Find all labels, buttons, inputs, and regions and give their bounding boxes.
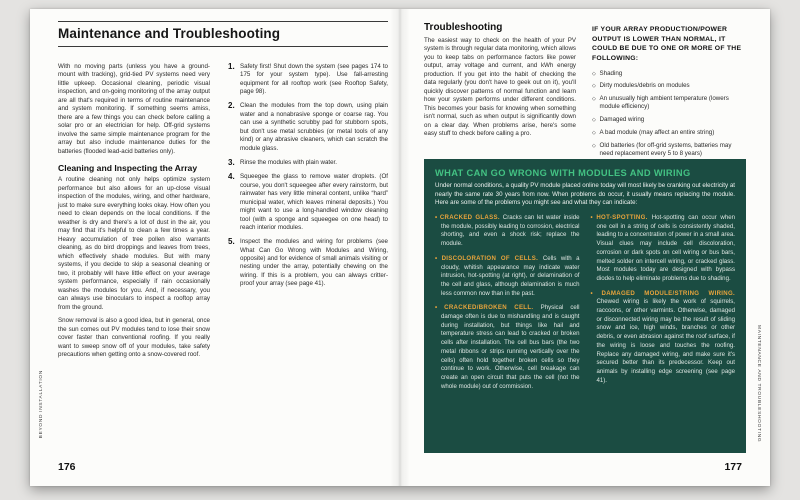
problem-text: Physical cell damage often is due to mishandling and is caught during installation, but things like hail and temperature stress can lead to cracked or broken cells after installation. The cell bus bars (the two metal ribbons or strips running vertically over the cells) often hold together broken cells so they continue to work. Otherwise, cell breakage can create an open circuit that puts the cell (not the whole module) out of commission. (441, 304, 580, 390)
problem-text: Cracks can let water inside the module, possibly leading to corrosion, electrical shorting, and even a shock risk; replace the module. (441, 214, 580, 248)
dot-bullet-icon: • (590, 289, 602, 297)
steps-column (228, 63, 388, 294)
problem-text: Chewed wiring is likely the work of squirrels, raccoons, or other varmints. Otherwise, damaged or disconnected wiring may be the result of sliding snow and ice, high winds, branches or other debris, or even abrasion against the roof surface, if the wiring is loose and touches the roofing. Replace any damaged wiring, and make sure it's secured better than its predecessor. Keep out animals by installing edge screening (see page 41). (596, 298, 735, 384)
page-right (400, 9, 770, 486)
page-number-right: 177 (724, 461, 742, 473)
page-left (30, 9, 400, 486)
diamond-bullet-icon: ◇ (592, 70, 596, 77)
diamond-bullet-icon: ◇ (592, 129, 596, 136)
box-column-left (435, 214, 580, 397)
title-block (58, 21, 388, 47)
problem-lead: DAMAGED MODULE/STRING WIRING. (601, 289, 735, 297)
list-item-text: A bad module (may affect an entire string) (599, 128, 715, 136)
box-title: WHAT CAN GO WRONG WITH MODULES AND WIRING (435, 168, 691, 178)
list-item (592, 95, 746, 111)
problem-lead: HOT-SPOTTING. (596, 214, 652, 222)
step-number: 5. (228, 237, 235, 247)
list-item (592, 116, 746, 124)
step-item (228, 238, 388, 289)
troubleshooting-heading: Troubleshooting (424, 22, 503, 33)
what-can-go-wrong-box (424, 159, 746, 453)
step-number: 1. (228, 62, 235, 71)
problem-item (435, 214, 580, 249)
dot-bullet-icon: • (590, 214, 597, 222)
problem-lead: DISCOLORATION OF CELLS. (441, 254, 543, 262)
list-item (592, 70, 746, 78)
dot-bullet-icon: • (435, 304, 445, 312)
step-item (228, 173, 388, 232)
section-paragraph-2: Snow removal is also a good idea, but in general, once the sun comes out PV modules tend to lose their snow cover faster than conventional roofing. If you really want to sweep snow off of your modules, take safety precautions when getting onto a snow-covered roof. (58, 317, 210, 359)
left-column (58, 63, 210, 365)
list-item-text: Old batteries (for off-grid systems, batteries may need replacement every 5 to 8 years) (599, 141, 732, 157)
step-text: Rinse the modules with plain water. (240, 158, 337, 166)
problem-text: Cells with a cloudy, whitish appearance may indicate water intrusion, hot-spotting (at right), or delamination of the cell and glass, although delamination is much less common now than in the past. (441, 254, 580, 297)
list-item (592, 82, 746, 90)
page-number-left: 176 (58, 461, 76, 473)
box-intro: Under normal conditions, a quality PV module placed online today will most likely be cranking out electricity at nearly the same rate 30 years from now. When problems do occur, it usually means replacing the module. Here are some of the problems you might see and what they can indicate: (435, 182, 735, 207)
page-title: Maintenance and Troubleshooting (58, 26, 281, 41)
step-item (228, 102, 388, 153)
step-text: Inspect the modules and wiring for problems (see What Can Go Wrong with Modules and Wiring, opposite) and for evidence of small animals visiting or nesting under the array, potentially chewing on the wiring. If this is a problem, you can always critter-proof your array (see page 41). (240, 238, 388, 288)
list-item-text: Dirty modules/debris on modules (599, 82, 690, 90)
troubleshooting-column (424, 22, 576, 139)
problem-item (591, 290, 736, 386)
troubleshooting-paragraph: The easiest way to check on the health of your PV system is through regular data monitoring, which allows you to keep tabs on performance factors like power output, array voltage and current, and kWh energy production. If you get into the habit of checking the data regularly (you don't have to geek out on it), you'll quickly discover patterns of normal function and learn how your system performs under different conditions. This becomes your basis for knowing when something isn't normal, such as when output is significantly down on a clear day. When problems arise, here's some easy stuff to check before calling a pro. (424, 37, 577, 138)
step-number: 4. (228, 172, 235, 182)
step-text: Squeegee the glass to remove water droplets. (Of course, you don't squeegee after every rainstorm, but rainwater has very little mineral content, unlike “hard” municipal water, which leaves mineral deposits.) You might want to use a long-handled window cleaning tool (with a sponge and squeegee on one head) to reach interior modules. (240, 173, 388, 232)
list-item-text: Damaged wiring (599, 116, 645, 124)
diamond-bullet-icon: ◇ (592, 117, 596, 124)
problem-item (435, 255, 580, 299)
diamond-bullet-icon: ◇ (592, 96, 596, 103)
dot-bullet-icon: • (435, 254, 442, 262)
problem-item (435, 304, 580, 391)
problem-item (591, 214, 736, 284)
problem-lead: CRACKED/BROKEN CELL. (444, 304, 541, 312)
causes-sidebar (592, 25, 746, 163)
step-number: 2. (228, 101, 235, 111)
diamond-bullet-icon: ◇ (592, 83, 596, 90)
step-item (228, 63, 388, 97)
intro-paragraph: With no moving parts (unless you have a ground-mount with tracking), grid-tied PV systems need very little upkeep. Occasional cleaning, periodic visual inspection, and on-going monitoring of the array output are all that's required in terms of routine maintenance and system monitoring. If something seems amiss, there are a few things you can check before calling a solar pro or an electrician for help. Off-grid systems involve the same simple maintenance program for the array but also include maintenance duties for the batteries (flooded lead-acid batteries only). (58, 63, 210, 155)
list-item-text: Shading (599, 69, 623, 77)
edge-label-right: MAINTENANCE AND TROUBLESHOOTING (756, 324, 761, 442)
section-paragraph-1: A routine cleaning not only helps optimize system performance but also allows for an up-close visual inspection of the modules, wiring, and other hardware, just to make sure everything looks okay. How often you need to clean depends on the local conditions. If the weather is dry and there's a lot of dust in the air, you may find that it's helpful to clean a few times a year. Heavy accumulation of tree pollen also warrants cleaning, as do bird droppings and leaves from trees, which effectively shade modules. But with many systems, if you decide to skip a seasonal cleaning or two, it probably will have little effect on your average system performance, especially if rain occasionally washes the modules for you. And, if necessary, you can always use binoculars to inspect a rooftop array from the ground. (58, 176, 210, 311)
problem-lead: CRACKED GLASS. (439, 214, 503, 222)
causes-heading: IF YOUR ARRAY PRODUCTION/POWER OUTPUT IS LOWER THAN NORMAL, IT COULD BE DUE TO ONE OR MORE OF THE FOLLOWING: (592, 26, 742, 62)
step-text: Clean the modules from the top down, using plain water and a nonabrasive sponge or coarse rag. You can use a synthetic scrubby pad for stubborn spots, but don't use metal scrubbies (or metal tools of any kind) or any abrasive cleaners, which can scratch the module glass. (240, 102, 388, 152)
step-text: Safety first! Shut down the system (see pages 174 to 175 for your system type). Use fall-arresting equipment for all rooftop work (see Rooftop Safety, page 98). (240, 63, 388, 96)
list-item (592, 129, 746, 137)
step-number: 3. (228, 157, 235, 167)
edge-label-left: BEYOND INSTALLATION (39, 369, 44, 438)
book-spread (30, 9, 770, 486)
dot-bullet-icon: • (435, 214, 440, 222)
box-columns (435, 214, 735, 397)
list-item-text: An unusually high ambient temperature (lowers module efficiency) (599, 95, 729, 111)
box-column-right (591, 214, 736, 397)
section-heading: Cleaning and Inspecting the Array (58, 163, 198, 174)
step-item (228, 159, 388, 168)
list-item (592, 142, 746, 158)
problem-text: Hot-spotting can occur when one cell in a string of cells is consistently shaded, leading to a concentration of power in a small area. Visual clues may include cell discoloration, corrosion or dark spots on cell wiring or bus bars, melted solder on intercell wiring, or cracked glass. Most modules today are designed with bypass diodes to help eliminate problems due to shading. (596, 214, 736, 282)
diamond-bullet-icon: ◇ (592, 142, 596, 149)
